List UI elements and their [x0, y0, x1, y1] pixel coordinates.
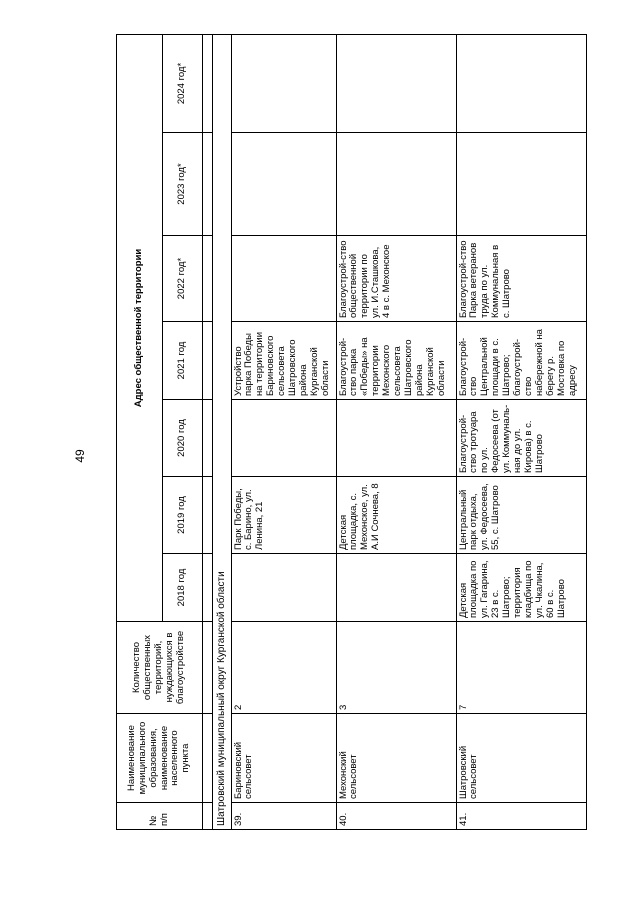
row-2018	[336, 554, 456, 622]
row-count: 2	[231, 622, 336, 714]
row-2022: Благоустрой-ство Парка ветеранов труда по ул. Коммунальная в с. Шатрово	[456, 236, 586, 322]
region-row	[213, 34, 232, 829]
row-2020: Благоустрой-ство тротуара по ул. Федосеева (от ул. Коммуналь-ная до ул. Кирова) в с. Шатрово	[456, 400, 586, 477]
header-municipality: Наименование муниципального образования, наименование населенного пункта	[117, 714, 203, 803]
row-name: Мехонский сельсовет	[336, 714, 456, 803]
row-2023	[336, 133, 456, 236]
header-year-2022: 2022 год*	[163, 236, 203, 322]
row-num: 40.	[336, 803, 456, 830]
row-2019: Парк Победы, с. Барино, ул. Ленина, 21	[231, 477, 336, 554]
row-2019: Детская площадка, с. Мехонское, ул. А.И Сочнева, 8	[336, 477, 456, 554]
rotated-page	[116, 35, 581, 830]
blank-row	[203, 34, 213, 829]
page-number-text: 49	[73, 449, 87, 463]
row-name: Шатровский сельсовет	[456, 714, 586, 803]
row-2018: Детская площадка по ул. Гагарина, 23 в с. Шатрово; территория кладбища по ул. Чкалина, 60 в с. Шатрово	[456, 554, 586, 622]
row-2023	[231, 133, 336, 236]
row-2020	[336, 400, 456, 477]
row-2021: Устройство парка Победы на территории Бариновского сельсовета Шатровского района Курганской области	[231, 322, 336, 400]
table-row	[336, 34, 456, 829]
row-name: Бариновский сельсовет	[231, 714, 336, 803]
row-count: 3	[336, 622, 456, 714]
header-year-2023: 2023 год*	[163, 133, 203, 236]
row-2019: Центральный парк отдыха, ул. Федосеева, 55, с. Шатрово	[456, 477, 586, 554]
header-row-1	[117, 34, 163, 829]
header-num: № п/п	[117, 803, 203, 830]
territories-table	[116, 34, 587, 830]
region-title: Шатровский муниципальный округ Курганской области	[213, 34, 232, 829]
header-address-group: Адрес общественной территории	[117, 34, 163, 621]
header-year-2024: 2024 год*	[163, 34, 203, 132]
row-2024	[456, 34, 586, 132]
row-count: 7	[456, 622, 586, 714]
row-num: 39.	[231, 803, 336, 830]
row-2024	[336, 34, 456, 132]
header-year-2020: 2020 год	[163, 400, 203, 477]
table-row	[456, 34, 586, 829]
header-year-2021: 2021 год	[163, 322, 203, 400]
row-2018	[231, 554, 336, 622]
row-2022: Благоустрой-ство общественной территории по ул. И.Сташкова, 4 в с. Мехонское	[336, 236, 456, 322]
header-year-2018: 2018 год	[163, 554, 203, 622]
header-count: Количество общественных территорий, нуждающихся в благоустройстве	[117, 622, 203, 714]
row-2021: Благоустрой-ство парка «Победы» на территории Мехонского сельсовета Шатровского района Курганской области	[336, 322, 456, 400]
row-num: 41.	[456, 803, 586, 830]
row-2023	[456, 133, 586, 236]
header-year-2019: 2019 год	[163, 477, 203, 554]
row-2022	[231, 236, 336, 322]
row-2021: Благоустрой-ство Центральной площади в с. Шатрово; благоустрой-ство набережной на берегу р. Мостовка по адресу	[456, 322, 586, 400]
row-2020	[231, 400, 336, 477]
table-row	[231, 34, 336, 829]
row-2024	[231, 34, 336, 132]
